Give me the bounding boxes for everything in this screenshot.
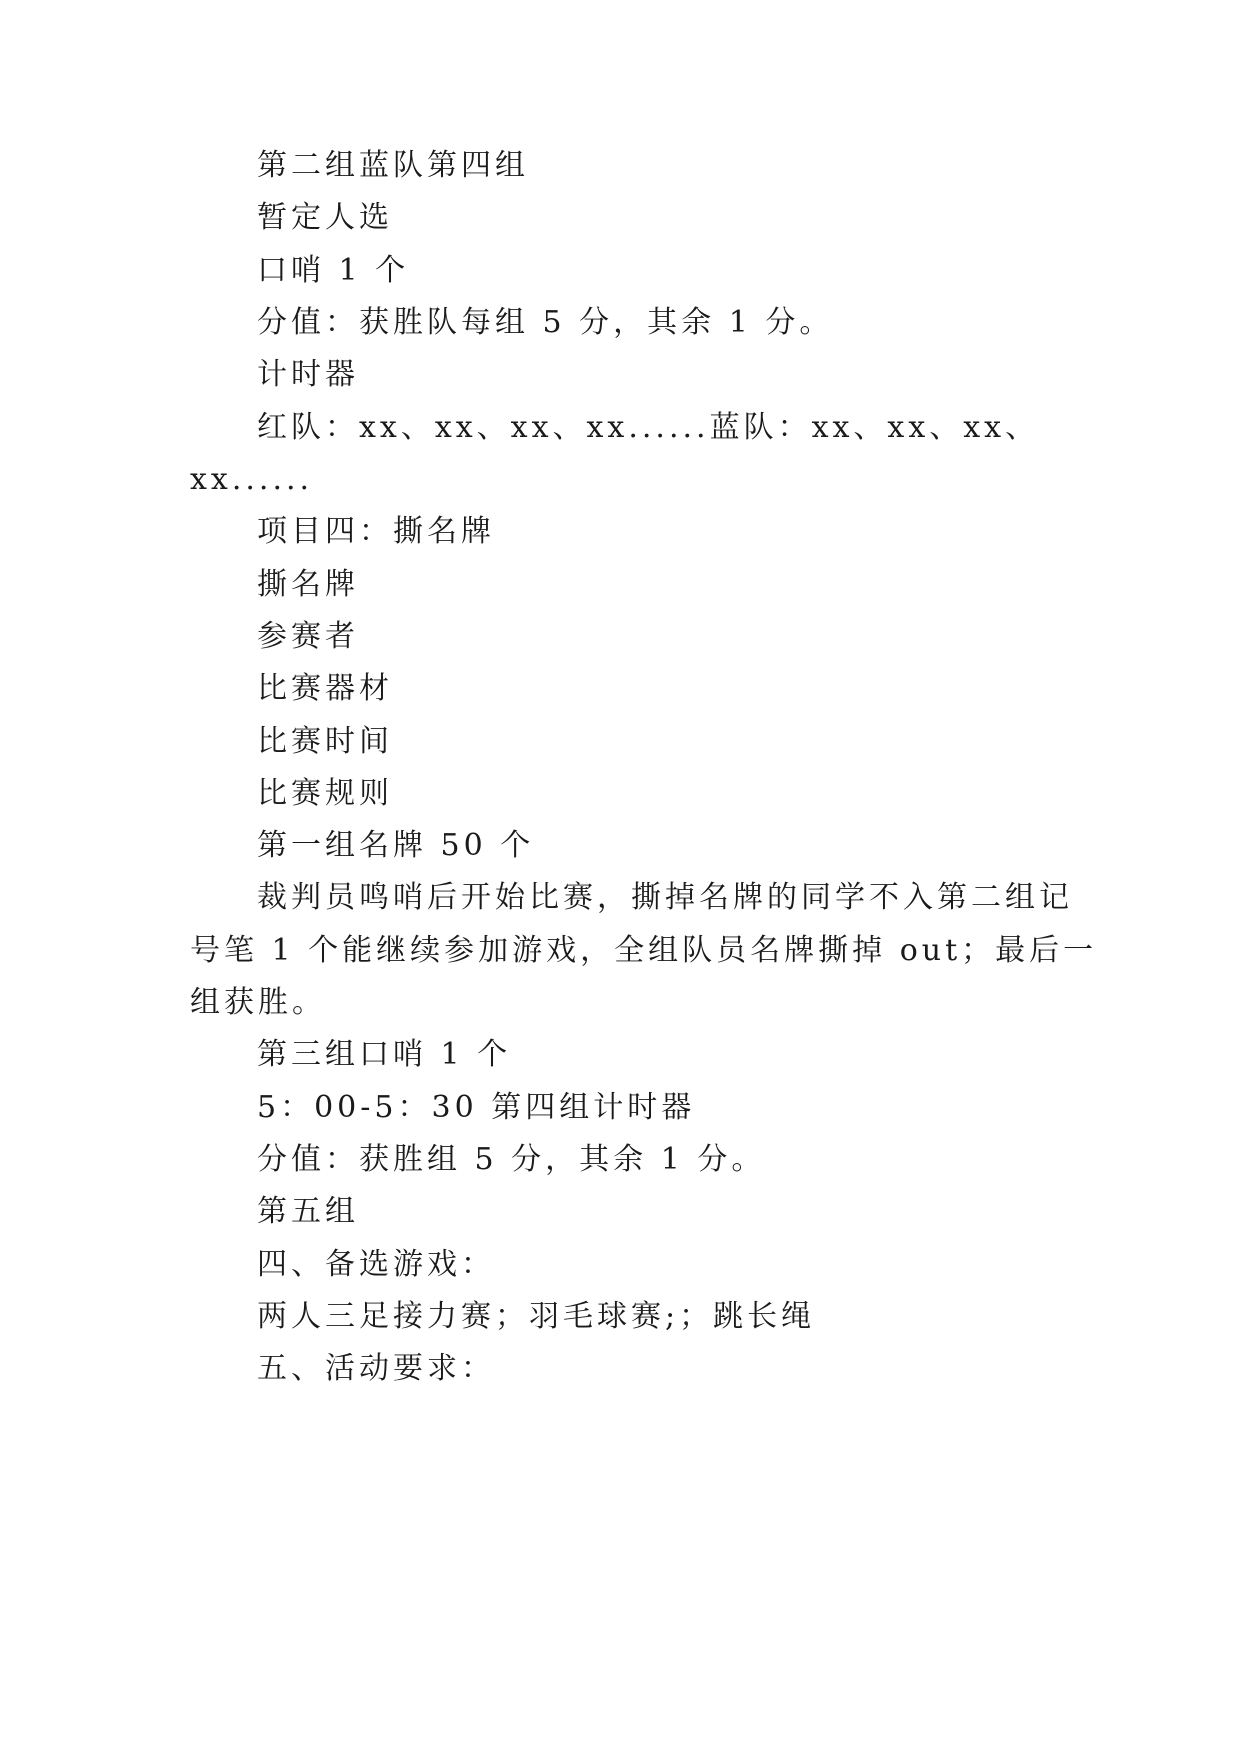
text-line: 比赛规则 <box>257 776 393 811</box>
section-heading: 项目四：撕名牌 <box>257 514 495 549</box>
text-line: 撕名牌 <box>257 567 359 602</box>
text-line: 比赛器材 <box>257 671 393 706</box>
text-line: 分值：获胜队每组 5 分，其余 1 分。 <box>257 305 834 340</box>
text-line: 红队：xx、xx、xx、xx......蓝队：xx、xx、xx、 <box>257 410 1040 445</box>
text-line: 两人三足接力赛；羽毛球赛;；跳长绳 <box>257 1299 816 1334</box>
text-line: 第二组蓝队第四组 <box>257 148 529 183</box>
text-line: 5：00-5：30 第四组计时器 <box>257 1090 696 1125</box>
text-line: xx...... <box>190 462 314 497</box>
section-heading: 五、活动要求： <box>257 1351 495 1386</box>
text-line: 组获胜。 <box>190 985 326 1020</box>
text-line: 暂定人选 <box>257 200 393 235</box>
text-line: 参赛者 <box>257 619 359 654</box>
text-line: 计时器 <box>257 357 359 392</box>
text-line: 第五组 <box>257 1194 359 1229</box>
text-line: 第三组口哨 1 个 <box>257 1037 512 1072</box>
text-line: 分值：获胜组 5 分，其余 1 分。 <box>257 1142 766 1177</box>
text-line: 号笔 1 个能继续参加游戏，全组队员名牌撕掉 out；最后一 <box>190 933 1098 968</box>
text-line: 裁判员鸣哨后开始比赛，撕掉名牌的同学不入第二组记 <box>257 880 1073 915</box>
section-heading: 四、备选游戏： <box>257 1247 495 1282</box>
text-line: 比赛时间 <box>257 724 393 759</box>
text-line: 第一组名牌 50 个 <box>257 828 535 863</box>
text-line: 口哨 1 个 <box>257 253 410 288</box>
